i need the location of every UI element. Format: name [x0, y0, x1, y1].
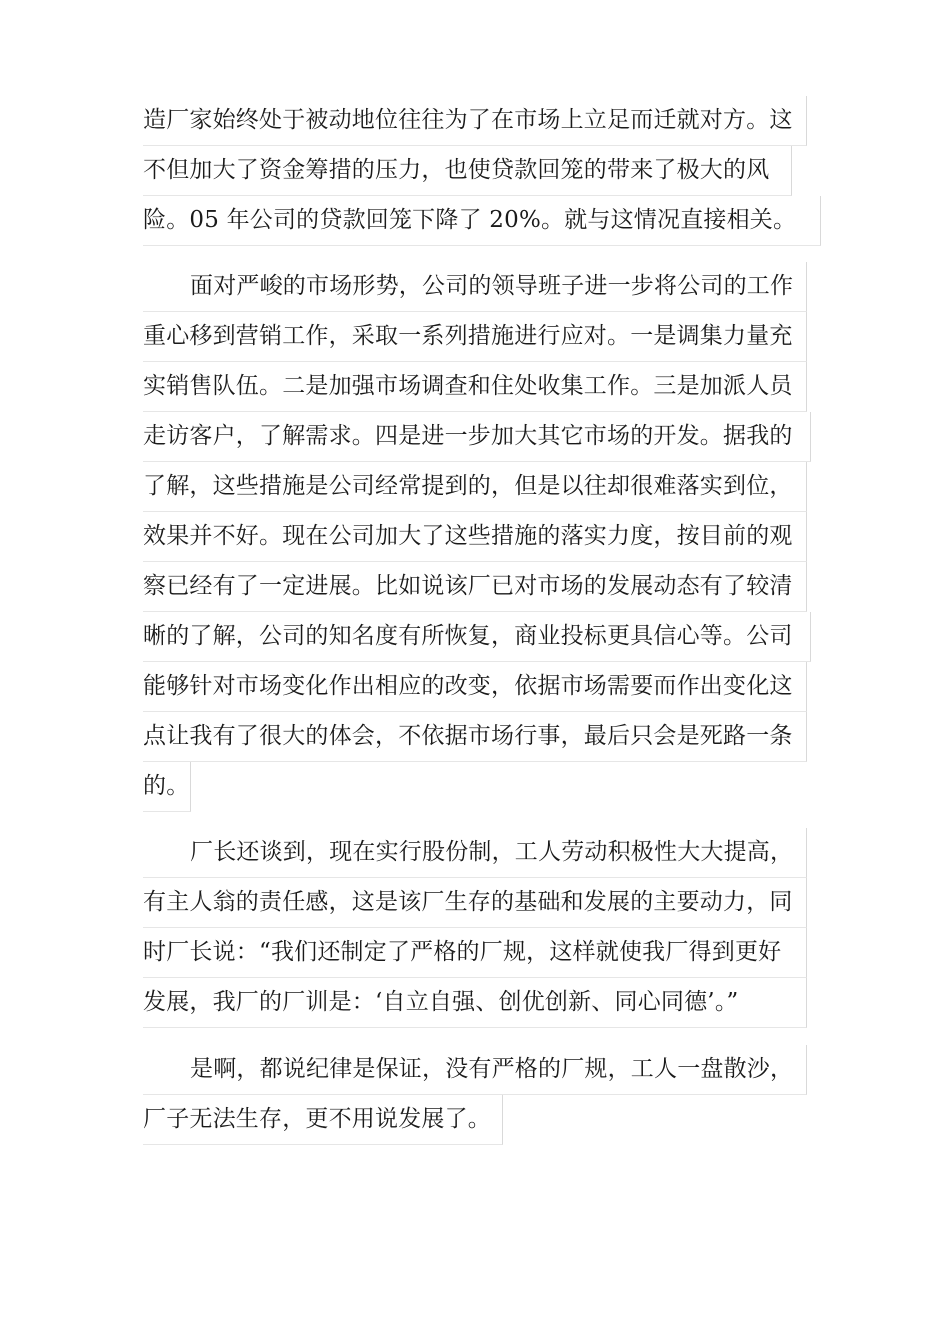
- text-line: 重心移到营销工作，采取一系列措施进行应对。一是调集力量充: [143, 312, 807, 362]
- text-line: 是啊，都说纪律是保证，没有严格的厂规，工人一盘散沙，: [143, 1045, 807, 1095]
- text-line: 察已经有了一定进展。比如说该厂已对市场的发展动态有了较清: [143, 562, 807, 612]
- text-line: 厂子无法生存，更不用说发展了。: [143, 1095, 503, 1145]
- text-line: 造厂家始终处于被动地位往往为了在市场上立足而迁就对方。这: [143, 96, 807, 146]
- text-line: 走访客户，了解需求。四是进一步加大其它市场的开发。据我的: [143, 412, 811, 462]
- text-line: 的。: [143, 762, 191, 812]
- text-line: 点让我有了很大的体会，不依据市场行事，最后只会是死路一条: [143, 712, 807, 762]
- text-line: 面对严峻的市场形势，公司的领导班子进一步将公司的工作: [143, 262, 807, 312]
- text-line: 了解，这些措施是公司经常提到的，但是以往却很难落实到位，: [143, 462, 807, 512]
- paragraph-1: [143, 96, 811, 246]
- text-line: 发展，我厂的厂训是：‘自立自强、创优创新、同心同德’。”: [143, 978, 807, 1028]
- text-line: 能够针对市场变化作出相应的改变，依据市场需要而作出变化这: [143, 662, 807, 712]
- text-line: 不但加大了资金筹措的压力，也使贷款回笼的带来了极大的风: [143, 146, 792, 196]
- text-line: 厂长还谈到，现在实行股份制，工人劳动积极性大大提高，: [143, 828, 807, 878]
- text-line: 有主人翁的责任感，这是该厂生存的基础和发展的主要动力，同: [143, 878, 807, 928]
- paragraph-3: [143, 828, 811, 1028]
- text-line: 实销售队伍。二是加强市场调查和住处收集工作。三是加派人员: [143, 362, 807, 412]
- text-line: 晰的了解，公司的知名度有所恢复，商业投标更具信心等。公司: [143, 612, 811, 662]
- text-line: 险。05 年公司的贷款回笼下降了 20%。就与这情况直接相关。: [143, 196, 821, 246]
- text-line: 效果并不好。现在公司加大了这些措施的落实力度，按目前的观: [143, 512, 807, 562]
- paragraph-4: [143, 1045, 811, 1145]
- paragraph-2: [143, 262, 811, 812]
- text-line: 时厂长说：“我们还制定了严格的厂规，这样就使我厂得到更好: [143, 928, 807, 978]
